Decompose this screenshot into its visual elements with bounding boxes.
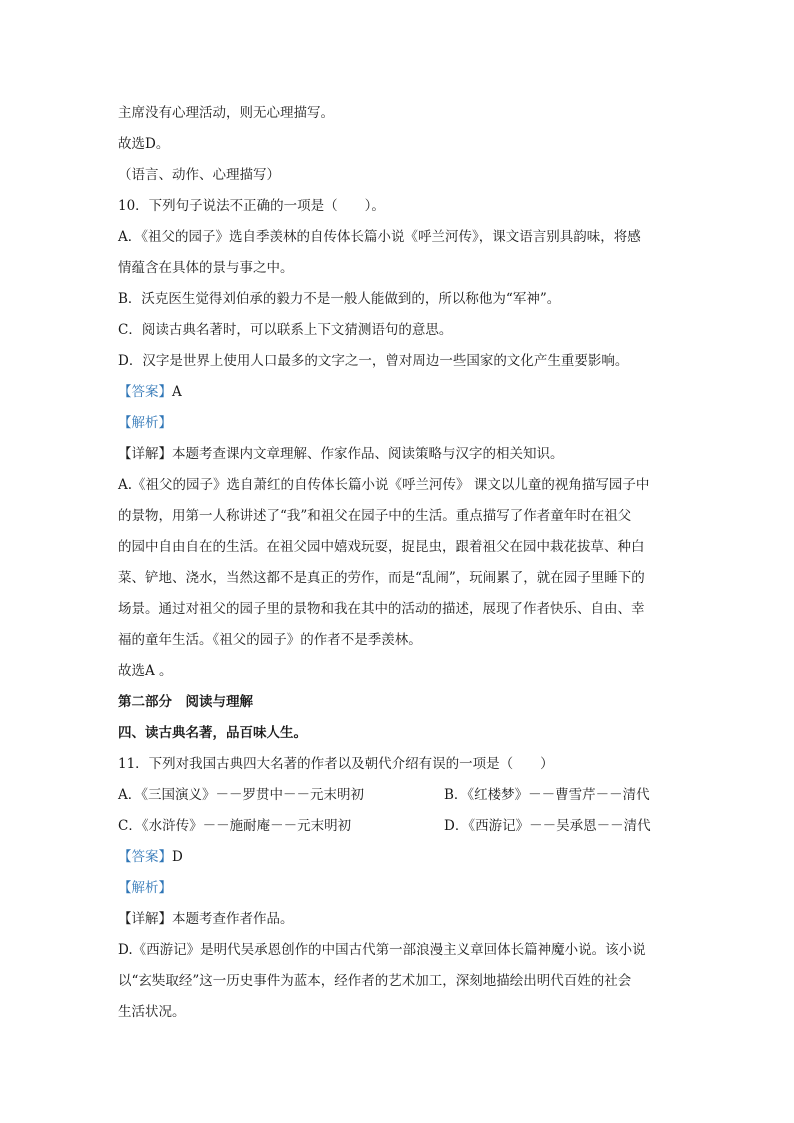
answer-tag: 【答案】 — [118, 849, 172, 865]
question-11-detail — [118, 904, 678, 935]
detail-tag: 【详解】 — [118, 911, 172, 927]
question-11-option-d: D．《西游记》－－吴承恩－－清代 — [444, 818, 651, 834]
question-11-option-c: C．《水浒传》－－施耐庵－－元末明初 — [118, 818, 352, 834]
question-11-stem: 11．下列对我国古典四大名著的作者以及朝代介绍有误的一项是（ ） — [118, 756, 554, 772]
explanation-line: 以“玄奘取经”这一历史事件为蓝本，经作者的艺术加工，深刻地描绘出明代百姓的社会 — [118, 973, 632, 989]
text-line: 主席没有心理活动，则无心理描写。 — [118, 105, 334, 121]
question-11-answer — [118, 842, 678, 873]
explanation-line: D.《西游记》是明代吴承恩创作的中国古代第一部浪漫主义章回体长篇神魔小说。该小说 — [118, 942, 646, 958]
answer-tag: 【答案】 — [118, 384, 172, 400]
question-10-option-a: A．《祖父的园子》选自季羡林的自传体长篇小说《呼兰河传》，课文语言别具韵味，将感 — [118, 229, 641, 245]
explanation-line: 的景物，用第一人称讲述了“我”和祖父在园子中的生活。重点描写了作者童年时在祖父 — [118, 508, 632, 524]
detail-text: 本题考查课内文章理解、作家作品、阅读策略与汉字的相关知识。 — [172, 446, 564, 462]
question-10-choice: 故选A 。 — [118, 663, 173, 679]
explanation-line: 生活状况。 — [118, 1004, 186, 1020]
question-10-stem: 10．下列句子说法不正确的一项是（ ）。 — [118, 198, 385, 214]
text-line: （语言、动作、心理描写） — [118, 167, 280, 183]
explanation-line: 场景。通过对祖父的园子里的景物和我在其中的活动的描述，展现了作者快乐、自由、幸 — [118, 601, 645, 617]
answer-value: A — [172, 384, 182, 400]
question-10-analysis-tag: 【解析】 — [118, 415, 172, 431]
question-10-option-c: C．阅读古典名著时，可以联系上下文猜测语句的意思。 — [118, 322, 453, 338]
question-10-option-b: B．沃克医生觉得刘伯承的毅力不是一般人能做到的，所以称他为“军神”。 — [118, 291, 561, 307]
explanation-line: 菜、铲地、浇水，当然这都不是真正的劳作，而是“乱闹”，玩闹累了，就在园子里睡下的 — [118, 570, 645, 586]
answer-value: D — [172, 849, 183, 865]
question-10-option-a-cont: 情蕴含在具体的景与事之中。 — [118, 260, 294, 276]
detail-text: 本题考查作者作品。 — [172, 911, 294, 927]
document-page — [118, 98, 678, 1028]
question-11-analysis-tag: 【解析】 — [118, 880, 172, 896]
question-11-options-row-2 — [118, 811, 678, 842]
explanation-line: A.《祖父的园子》选自萧红的自传体长篇小说《呼兰河传》 课文以儿童的视角描写园子中 — [118, 477, 650, 493]
explanation-line: 的园中自由自在的生活。在祖父园中嬉戏玩耍，捉昆虫，跟着祖父在园中栽花拔草、种白 — [118, 539, 645, 555]
question-10-option-d: D．汉字是世界上使用人口最多的文字之一，曾对周边一些国家的文化产生重要影响。 — [118, 353, 629, 369]
question-11-option-a: A．《三国演义》－－罗贯中－－元末明初 — [118, 787, 364, 803]
detail-tag: 【详解】 — [118, 446, 172, 462]
text-line: 故选D。 — [118, 136, 170, 152]
question-10-answer — [118, 377, 678, 408]
question-11-options-row-1 — [118, 780, 678, 811]
explanation-line: 福的童年生活。《祖父的园子》的作者不是季羡林。 — [118, 632, 422, 648]
section-heading: 四、读古典名著，品百味人生。 — [118, 725, 307, 741]
part-heading: 第二部分 阅读与理解 — [118, 694, 253, 710]
question-10-detail — [118, 439, 678, 470]
question-11-option-b: B．《红楼梦》－－曹雪芹－－清代 — [444, 787, 650, 803]
